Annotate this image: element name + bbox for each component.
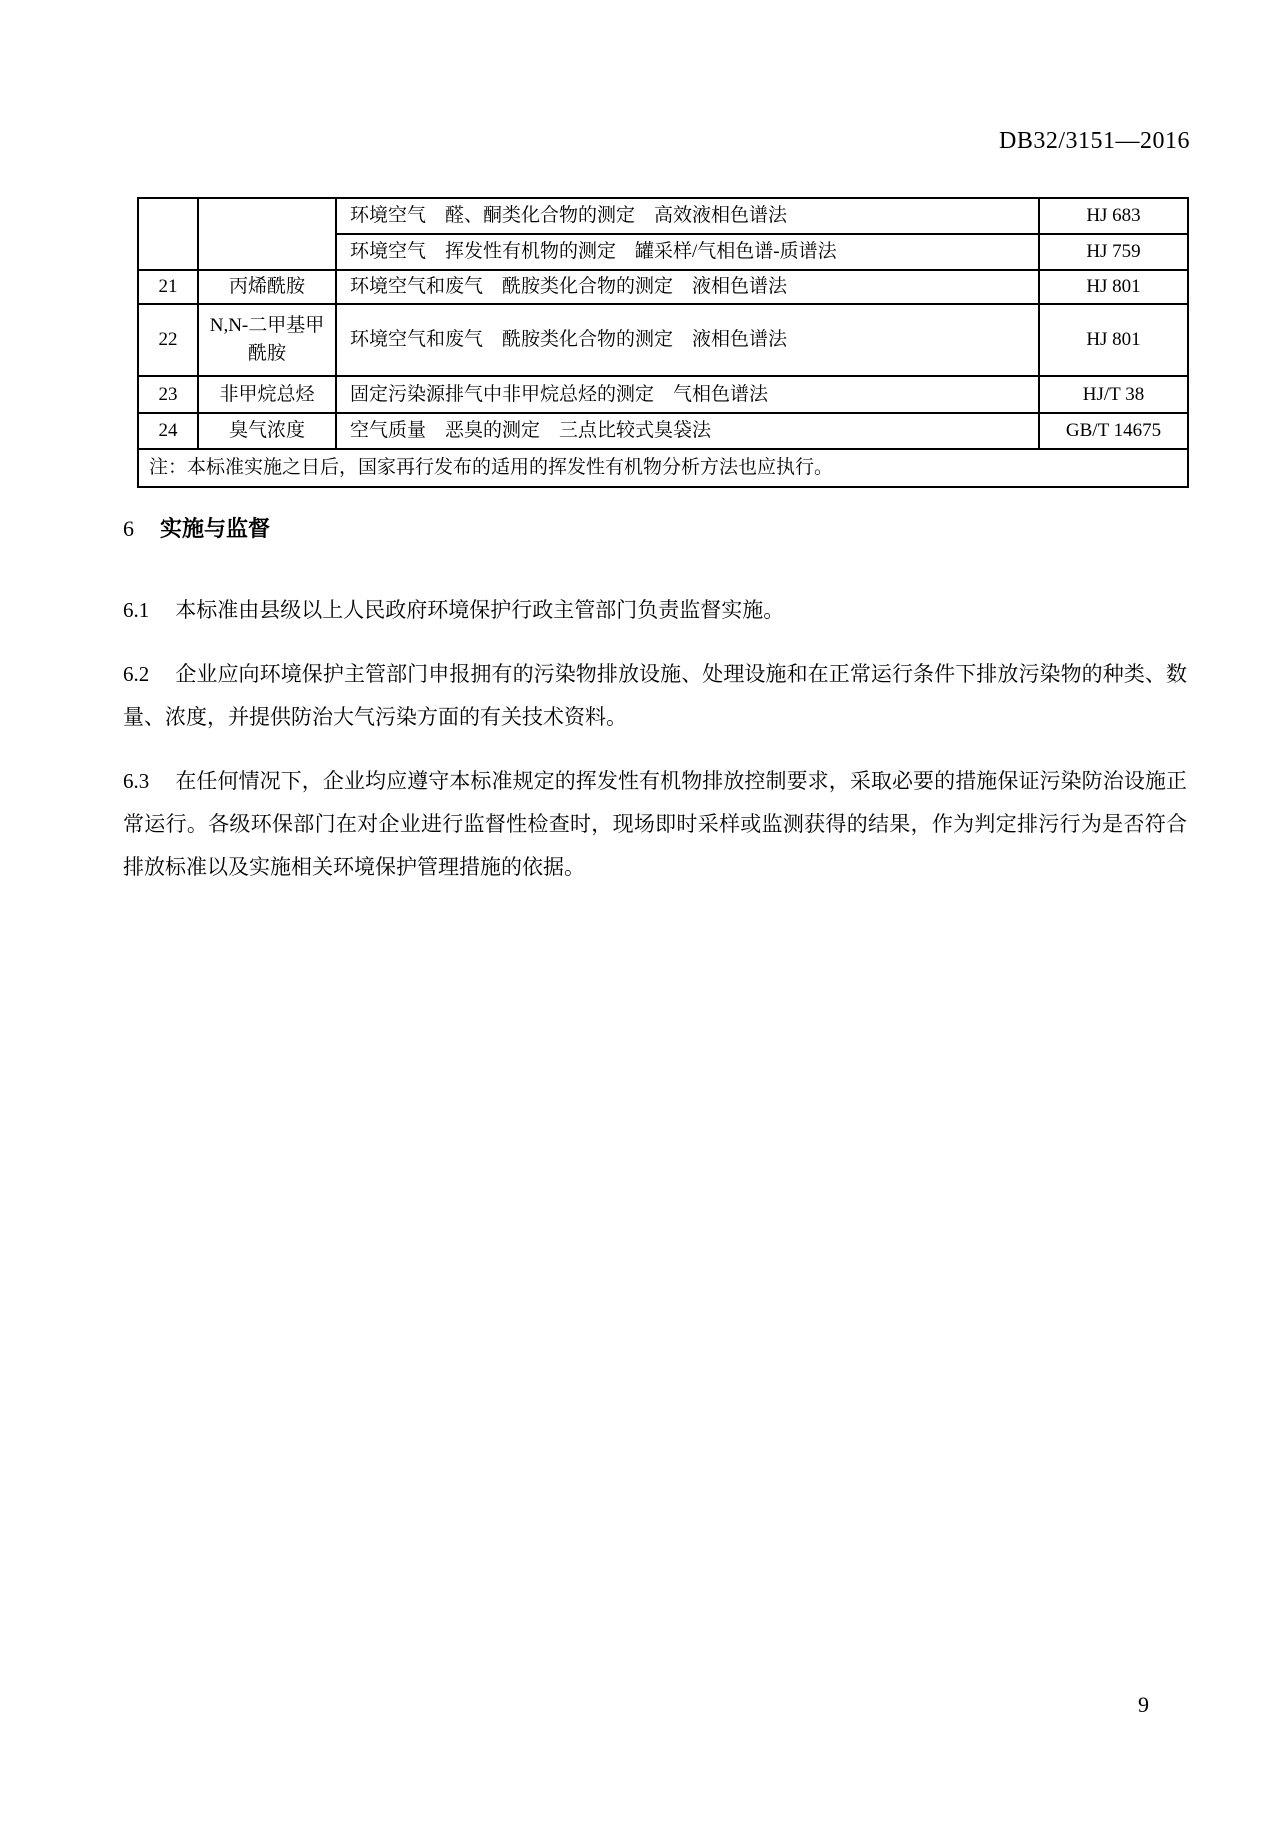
table-note-row <box>138 449 1188 487</box>
cell-index: 23 <box>138 376 198 413</box>
clause-number: 6.2 <box>123 662 150 686</box>
cell-standard: HJ/T 38 <box>1039 376 1188 413</box>
section-implementation-supervision <box>123 512 1187 910</box>
clause-text: 在任何情况下，企业均应遵守本标准规定的挥发性有机物排放控制要求，采取必要的措施保证污染防治设施正常运行。各级环保部门在对企业进行监督性检查时，现场即时采样或监测获得的结果，作为判定排污行为是否符合排放标准以及实施相关环境保护管理措施的依据。 <box>123 769 1187 879</box>
cell-method: 环境空气和废气 酰胺类化合物的测定 液相色谱法 <box>336 304 1039 376</box>
cell-standard: HJ 759 <box>1039 234 1188 270</box>
table-row <box>138 304 1188 376</box>
cell-pollutant: 丙烯酰胺 <box>198 270 336 304</box>
cell-pollutant <box>198 198 336 270</box>
cell-method: 环境空气 醛、酮类化合物的测定 高效液相色谱法 <box>336 198 1039 234</box>
table-row <box>138 198 1188 234</box>
section-heading <box>123 512 1187 543</box>
section-number: 6 <box>123 516 134 541</box>
cell-index: 24 <box>138 413 198 449</box>
cell-method: 空气质量 恶臭的测定 三点比较式臭袋法 <box>336 413 1039 449</box>
cell-pollutant: 臭气浓度 <box>198 413 336 449</box>
cell-standard: HJ 801 <box>1039 270 1188 304</box>
cell-pollutant: N,N-二甲基甲酰胺 <box>198 304 336 376</box>
table-row <box>138 376 1188 413</box>
page-number: 9 <box>1138 1692 1149 1717</box>
cell-index: 22 <box>138 304 198 376</box>
cell-method: 环境空气和废气 酰胺类化合物的测定 液相色谱法 <box>336 270 1039 304</box>
cell-standard: HJ 801 <box>1039 304 1188 376</box>
clause-text: 本标准由县级以上人民政府环境保护行政主管部门负责监督实施。 <box>175 598 785 622</box>
clause-6-2 <box>123 653 1187 739</box>
clause-number: 6.3 <box>123 769 150 793</box>
table-row <box>138 413 1188 449</box>
table-note: 注：本标准实施之日后，国家再行发布的适用的挥发性有机物分析方法也应执行。 <box>138 449 1188 487</box>
cell-method: 环境空气 挥发性有机物的测定 罐采样/气相色谱-质谱法 <box>336 234 1039 270</box>
clause-text: 企业应向环境保护主管部门申报拥有的污染物排放设施、处理设施和在正常运行条件下排放污染物的种类、数量、浓度，并提供防治大气污染方面的有关技术资料。 <box>123 662 1187 729</box>
section-title: 实施与监督 <box>160 516 271 541</box>
clause-6-1 <box>123 589 1187 632</box>
method-standards-table <box>137 197 1189 488</box>
clause-6-3 <box>123 760 1187 889</box>
cell-index <box>138 198 198 270</box>
cell-index: 21 <box>138 270 198 304</box>
cell-method: 固定污染源排气中非甲烷总烃的测定 气相色谱法 <box>336 376 1039 413</box>
clause-number: 6.1 <box>123 598 150 622</box>
table-row <box>138 270 1188 304</box>
cell-standard: HJ 683 <box>1039 198 1188 234</box>
cell-standard: GB/T 14675 <box>1039 413 1188 449</box>
doc-code-header: DB32/3151—2016 <box>998 128 1190 154</box>
cell-pollutant: 非甲烷总烃 <box>198 376 336 413</box>
